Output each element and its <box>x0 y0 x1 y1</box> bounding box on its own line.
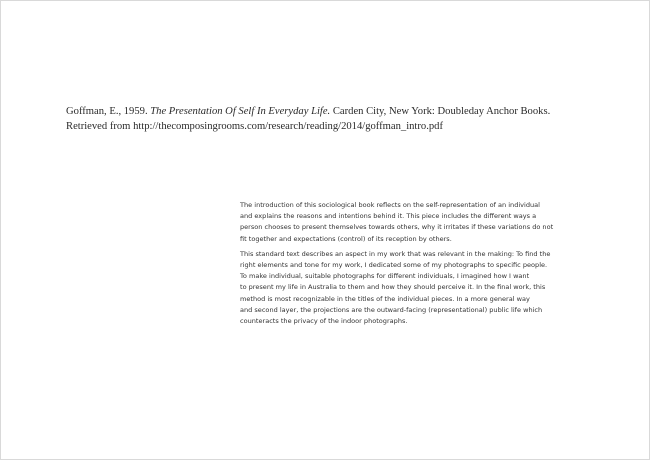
citation-book-title: The Presentation Of Self In Everyday Life. <box>150 106 331 117</box>
citation-line-1 <box>66 104 550 119</box>
citation-author-year: Goffman, E., 1959. <box>66 106 151 117</box>
paragraph-introduction <box>240 200 600 245</box>
text-line: counteracts the privacy of the indoor photographs. <box>240 317 408 326</box>
citation-retrieved-url: Retrieved from http://thecomposingrooms.com/research/reading/2014/goffman_intro.pdf <box>66 121 443 132</box>
paragraph-relevance <box>240 249 600 327</box>
body-text <box>240 200 600 331</box>
citation-reference <box>66 104 550 134</box>
text-line: method is most recognizable in the titles of the individual pieces. In a more general way <box>240 294 530 303</box>
text-line: The introduction of this sociological book reflects on the self-representation of an individual <box>240 201 540 209</box>
text-line: fit together and expectations (control) of its reception by others. <box>240 234 452 243</box>
text-line: and explains the reasons and intentions behind it. This piece includes the different ways a <box>240 212 537 221</box>
text-line: right elements and tone for my work, I dedicated some of my photographs to specific people. <box>240 261 548 270</box>
text-line: This standard text describes an aspect in my work that was relevant in the making: To find the <box>240 249 551 258</box>
citation-publisher: Carden City, New York: Doubleday Anchor Books. <box>330 106 551 117</box>
text-line: to present my life in Australia to them and how they should perceive it. In the final work, this <box>240 283 546 292</box>
text-line: To make individual, suitable photographs for different individuals, I imagined how I want <box>240 272 530 281</box>
text-line: and second layer, the projections are the outward-facing (representational) public life which <box>240 305 543 314</box>
text-line: person chooses to present themselves towards others, why it irritates if these variations do not <box>240 223 554 232</box>
